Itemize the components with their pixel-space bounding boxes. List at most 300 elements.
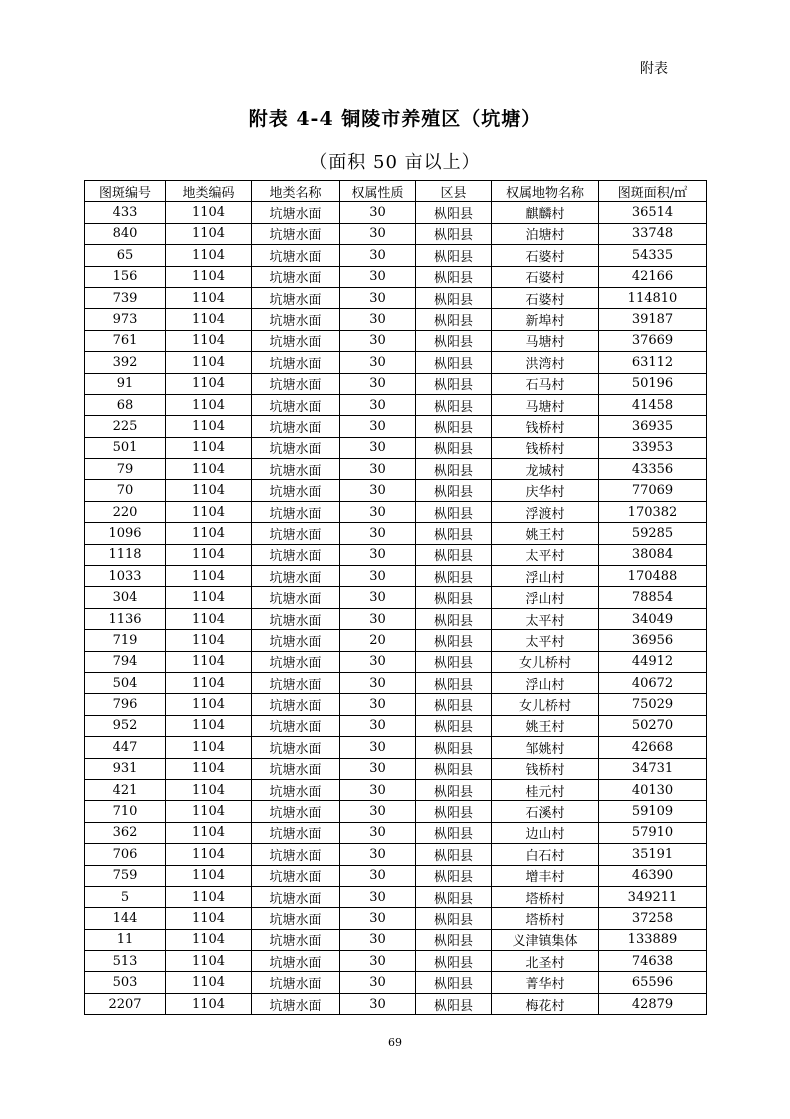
cell-land-name: 坑塘水面 <box>252 929 340 950</box>
appendix-label: 附表 <box>640 61 668 77</box>
table-row <box>85 993 707 1014</box>
cell-patch-id: 2207 <box>85 993 166 1014</box>
cell-ownership-type: 30 <box>340 416 416 437</box>
cell-patch-id: 1033 <box>85 566 166 587</box>
cell-land-name: 坑塘水面 <box>252 865 340 886</box>
cell-patch-id: 931 <box>85 758 166 779</box>
cell-ownership-type: 30 <box>340 993 416 1014</box>
cell-owner-name: 钱桥村 <box>492 437 599 458</box>
cell-patch-id: 1118 <box>85 544 166 565</box>
cell-land-name: 坑塘水面 <box>252 394 340 415</box>
cell-land-code: 1104 <box>166 779 252 800</box>
table-body <box>85 202 707 1015</box>
cell-land-code: 1104 <box>166 245 252 266</box>
table-row <box>85 459 707 480</box>
cell-land-code: 1104 <box>166 694 252 715</box>
cell-land-name: 坑塘水面 <box>252 480 340 501</box>
cell-ownership-type: 30 <box>340 245 416 266</box>
cell-county: 枞阳县 <box>416 544 492 565</box>
cell-land-name: 坑塘水面 <box>252 352 340 373</box>
cell-patch-id: 70 <box>85 480 166 501</box>
table-header-row <box>85 181 707 202</box>
cell-owner-name: 麒麟村 <box>492 202 599 223</box>
column-header-ownership-type: 权属性质 <box>340 181 416 202</box>
cell-ownership-type: 30 <box>340 459 416 480</box>
cell-county: 枞阳县 <box>416 245 492 266</box>
cell-ownership-type: 30 <box>340 715 416 736</box>
table-row <box>85 608 707 629</box>
cell-ownership-type: 30 <box>340 972 416 993</box>
cell-land-code: 1104 <box>166 544 252 565</box>
cell-ownership-type: 30 <box>340 737 416 758</box>
cell-land-name: 坑塘水面 <box>252 223 340 244</box>
cell-patch-area: 34049 <box>599 608 707 629</box>
cell-patch-area: 33748 <box>599 223 707 244</box>
cell-owner-name: 太平村 <box>492 630 599 651</box>
cell-ownership-type: 30 <box>340 587 416 608</box>
cell-patch-area: 50270 <box>599 715 707 736</box>
cell-patch-id: 11 <box>85 929 166 950</box>
cell-land-code: 1104 <box>166 630 252 651</box>
cell-land-code: 1104 <box>166 309 252 330</box>
cell-county: 枞阳县 <box>416 972 492 993</box>
cell-owner-name: 洪湾村 <box>492 352 599 373</box>
cell-ownership-type: 30 <box>340 886 416 907</box>
cell-owner-name: 菁华村 <box>492 972 599 993</box>
cell-land-code: 1104 <box>166 672 252 693</box>
cell-land-code: 1104 <box>166 330 252 351</box>
cell-owner-name: 太平村 <box>492 608 599 629</box>
column-header-patch-area: 图斑面积/㎡ <box>599 181 707 202</box>
table-row <box>85 844 707 865</box>
cell-land-code: 1104 <box>166 266 252 287</box>
cell-land-name: 坑塘水面 <box>252 416 340 437</box>
cell-ownership-type: 30 <box>340 202 416 223</box>
cell-county: 枞阳县 <box>416 715 492 736</box>
cell-owner-name: 新埠村 <box>492 309 599 330</box>
table-row <box>85 394 707 415</box>
cell-ownership-type: 30 <box>340 758 416 779</box>
cell-county: 枞阳县 <box>416 223 492 244</box>
cell-patch-area: 39187 <box>599 309 707 330</box>
cell-patch-id: 706 <box>85 844 166 865</box>
table-row <box>85 951 707 972</box>
cell-ownership-type: 30 <box>340 801 416 822</box>
cell-owner-name: 庆华村 <box>492 480 599 501</box>
cell-land-name: 坑塘水面 <box>252 737 340 758</box>
cell-patch-area: 57910 <box>599 822 707 843</box>
cell-ownership-type: 30 <box>340 844 416 865</box>
cell-land-code: 1104 <box>166 501 252 522</box>
cell-land-code: 1104 <box>166 287 252 308</box>
cell-patch-area: 133889 <box>599 929 707 950</box>
cell-land-name: 坑塘水面 <box>252 202 340 223</box>
cell-owner-name: 石婆村 <box>492 266 599 287</box>
table-row <box>85 266 707 287</box>
table-row <box>85 437 707 458</box>
cell-patch-area: 59285 <box>599 523 707 544</box>
table-row <box>85 822 707 843</box>
cell-land-code: 1104 <box>166 822 252 843</box>
cell-land-code: 1104 <box>166 758 252 779</box>
cell-land-code: 1104 <box>166 352 252 373</box>
table-row <box>85 202 707 223</box>
cell-patch-area: 75029 <box>599 694 707 715</box>
cell-owner-name: 白石村 <box>492 844 599 865</box>
cell-county: 枞阳县 <box>416 801 492 822</box>
cell-owner-name: 姚王村 <box>492 523 599 544</box>
cell-land-name: 坑塘水面 <box>252 459 340 480</box>
column-header-land-code: 地类编码 <box>166 181 252 202</box>
pond-area-table <box>84 180 707 1015</box>
cell-patch-id: 513 <box>85 951 166 972</box>
cell-patch-area: 34731 <box>599 758 707 779</box>
cell-owner-name: 增丰村 <box>492 865 599 886</box>
cell-owner-name: 塔桥村 <box>492 908 599 929</box>
cell-county: 枞阳县 <box>416 630 492 651</box>
cell-patch-area: 65596 <box>599 972 707 993</box>
cell-land-name: 坑塘水面 <box>252 779 340 800</box>
table-row <box>85 779 707 800</box>
cell-county: 枞阳县 <box>416 672 492 693</box>
cell-land-code: 1104 <box>166 908 252 929</box>
cell-county: 枞阳县 <box>416 758 492 779</box>
table-row <box>85 416 707 437</box>
cell-patch-id: 761 <box>85 330 166 351</box>
cell-patch-area: 170488 <box>599 566 707 587</box>
cell-patch-area: 38084 <box>599 544 707 565</box>
cell-land-code: 1104 <box>166 844 252 865</box>
cell-county: 枞阳县 <box>416 651 492 672</box>
cell-land-code: 1104 <box>166 737 252 758</box>
cell-owner-name: 女儿桥村 <box>492 694 599 715</box>
cell-ownership-type: 20 <box>340 630 416 651</box>
cell-patch-id: 65 <box>85 245 166 266</box>
cell-owner-name: 龙城村 <box>492 459 599 480</box>
cell-county: 枞阳县 <box>416 352 492 373</box>
cell-land-name: 坑塘水面 <box>252 523 340 544</box>
cell-ownership-type: 30 <box>340 694 416 715</box>
cell-land-name: 坑塘水面 <box>252 651 340 672</box>
cell-owner-name: 太平村 <box>492 544 599 565</box>
cell-county: 枞阳县 <box>416 287 492 308</box>
cell-land-code: 1104 <box>166 587 252 608</box>
cell-ownership-type: 30 <box>340 394 416 415</box>
cell-owner-name: 邹姚村 <box>492 737 599 758</box>
cell-ownership-type: 30 <box>340 266 416 287</box>
cell-land-name: 坑塘水面 <box>252 437 340 458</box>
cell-patch-area: 59109 <box>599 801 707 822</box>
cell-ownership-type: 30 <box>340 672 416 693</box>
cell-county: 枞阳县 <box>416 416 492 437</box>
table-row <box>85 737 707 758</box>
cell-county: 枞阳县 <box>416 929 492 950</box>
cell-land-code: 1104 <box>166 972 252 993</box>
cell-owner-name: 石婆村 <box>492 245 599 266</box>
cell-land-name: 坑塘水面 <box>252 801 340 822</box>
table-row <box>85 223 707 244</box>
cell-patch-id: 447 <box>85 737 166 758</box>
cell-patch-id: 840 <box>85 223 166 244</box>
cell-county: 枞阳县 <box>416 844 492 865</box>
cell-ownership-type: 30 <box>340 544 416 565</box>
cell-owner-name: 钱桥村 <box>492 758 599 779</box>
cell-owner-name: 浮山村 <box>492 566 599 587</box>
table-row <box>85 801 707 822</box>
column-header-county: 区县 <box>416 181 492 202</box>
cell-land-name: 坑塘水面 <box>252 544 340 565</box>
cell-ownership-type: 30 <box>340 929 416 950</box>
cell-county: 枞阳县 <box>416 993 492 1014</box>
cell-land-code: 1104 <box>166 437 252 458</box>
cell-patch-id: 503 <box>85 972 166 993</box>
cell-patch-id: 144 <box>85 908 166 929</box>
cell-owner-name: 塔桥村 <box>492 886 599 907</box>
cell-patch-area: 63112 <box>599 352 707 373</box>
document-title: 附表 4-4 铜陵市养殖区（坑塘） <box>248 108 542 130</box>
cell-land-name: 坑塘水面 <box>252 501 340 522</box>
cell-patch-area: 37669 <box>599 330 707 351</box>
cell-owner-name: 钱桥村 <box>492 416 599 437</box>
cell-land-code: 1104 <box>166 886 252 907</box>
table-row <box>85 287 707 308</box>
cell-land-code: 1104 <box>166 951 252 972</box>
cell-patch-area: 42668 <box>599 737 707 758</box>
cell-patch-area: 74638 <box>599 951 707 972</box>
table-row <box>85 523 707 544</box>
cell-patch-area: 114810 <box>599 287 707 308</box>
cell-owner-name: 北圣村 <box>492 951 599 972</box>
cell-patch-id: 710 <box>85 801 166 822</box>
cell-patch-area: 37258 <box>599 908 707 929</box>
cell-owner-name: 梅花村 <box>492 993 599 1014</box>
cell-county: 枞阳县 <box>416 202 492 223</box>
cell-patch-area: 170382 <box>599 501 707 522</box>
cell-land-code: 1104 <box>166 566 252 587</box>
cell-owner-name: 石溪村 <box>492 801 599 822</box>
cell-land-name: 坑塘水面 <box>252 330 340 351</box>
cell-patch-id: 739 <box>85 287 166 308</box>
cell-patch-id: 433 <box>85 202 166 223</box>
cell-land-code: 1104 <box>166 651 252 672</box>
cell-land-name: 坑塘水面 <box>252 715 340 736</box>
cell-county: 枞阳县 <box>416 908 492 929</box>
cell-county: 枞阳县 <box>416 566 492 587</box>
cell-land-code: 1104 <box>166 459 252 480</box>
cell-land-code: 1104 <box>166 801 252 822</box>
cell-ownership-type: 30 <box>340 223 416 244</box>
cell-patch-area: 36514 <box>599 202 707 223</box>
cell-land-code: 1104 <box>166 929 252 950</box>
cell-land-name: 坑塘水面 <box>252 630 340 651</box>
cell-patch-area: 42166 <box>599 266 707 287</box>
table-row <box>85 972 707 993</box>
cell-patch-area: 44912 <box>599 651 707 672</box>
cell-land-code: 1104 <box>166 865 252 886</box>
column-header-owner-name: 权属地物名称 <box>492 181 599 202</box>
cell-owner-name: 浮山村 <box>492 587 599 608</box>
cell-land-name: 坑塘水面 <box>252 993 340 1014</box>
cell-patch-id: 1096 <box>85 523 166 544</box>
cell-land-code: 1104 <box>166 993 252 1014</box>
cell-patch-area: 77069 <box>599 480 707 501</box>
cell-ownership-type: 30 <box>340 951 416 972</box>
cell-patch-id: 796 <box>85 694 166 715</box>
cell-county: 枞阳县 <box>416 737 492 758</box>
cell-land-name: 坑塘水面 <box>252 245 340 266</box>
cell-land-name: 坑塘水面 <box>252 908 340 929</box>
cell-owner-name: 马塘村 <box>492 394 599 415</box>
cell-patch-area: 46390 <box>599 865 707 886</box>
table-row <box>85 544 707 565</box>
table-row <box>85 309 707 330</box>
cell-ownership-type: 30 <box>340 908 416 929</box>
cell-patch-id: 91 <box>85 373 166 394</box>
cell-land-name: 坑塘水面 <box>252 672 340 693</box>
table-row <box>85 865 707 886</box>
cell-owner-name: 女儿桥村 <box>492 651 599 672</box>
cell-ownership-type: 30 <box>340 437 416 458</box>
cell-land-code: 1104 <box>166 223 252 244</box>
cell-ownership-type: 30 <box>340 822 416 843</box>
cell-owner-name: 浮山村 <box>492 672 599 693</box>
cell-land-name: 坑塘水面 <box>252 266 340 287</box>
cell-owner-name: 石婆村 <box>492 287 599 308</box>
cell-patch-area: 50196 <box>599 373 707 394</box>
cell-ownership-type: 30 <box>340 523 416 544</box>
cell-ownership-type: 30 <box>340 779 416 800</box>
table-row <box>85 587 707 608</box>
cell-land-name: 坑塘水面 <box>252 822 340 843</box>
cell-land-code: 1104 <box>166 373 252 394</box>
cell-ownership-type: 30 <box>340 287 416 308</box>
cell-owner-name: 马塘村 <box>492 330 599 351</box>
table-row <box>85 908 707 929</box>
cell-land-name: 坑塘水面 <box>252 886 340 907</box>
column-header-patch-id: 图斑编号 <box>85 181 166 202</box>
cell-owner-name: 石马村 <box>492 373 599 394</box>
cell-county: 枞阳县 <box>416 266 492 287</box>
table-row <box>85 886 707 907</box>
cell-patch-area: 43356 <box>599 459 707 480</box>
table-row <box>85 630 707 651</box>
table-row <box>85 330 707 351</box>
cell-county: 枞阳县 <box>416 608 492 629</box>
cell-ownership-type: 30 <box>340 608 416 629</box>
cell-patch-id: 79 <box>85 459 166 480</box>
cell-county: 枞阳县 <box>416 779 492 800</box>
cell-patch-area: 41458 <box>599 394 707 415</box>
cell-owner-name: 边山村 <box>492 822 599 843</box>
cell-land-name: 坑塘水面 <box>252 373 340 394</box>
table-row <box>85 694 707 715</box>
table-row <box>85 715 707 736</box>
cell-land-code: 1104 <box>166 523 252 544</box>
cell-patch-id: 504 <box>85 672 166 693</box>
cell-patch-id: 362 <box>85 822 166 843</box>
page-number: 69 <box>388 1036 402 1049</box>
table-row <box>85 373 707 394</box>
cell-land-name: 坑塘水面 <box>252 694 340 715</box>
cell-patch-id: 225 <box>85 416 166 437</box>
cell-county: 枞阳县 <box>416 951 492 972</box>
table-row <box>85 672 707 693</box>
column-header-land-name: 地类名称 <box>252 181 340 202</box>
cell-county: 枞阳县 <box>416 330 492 351</box>
cell-land-name: 坑塘水面 <box>252 608 340 629</box>
cell-patch-id: 794 <box>85 651 166 672</box>
cell-land-code: 1104 <box>166 608 252 629</box>
cell-land-name: 坑塘水面 <box>252 587 340 608</box>
cell-land-name: 坑塘水面 <box>252 758 340 779</box>
cell-ownership-type: 30 <box>340 651 416 672</box>
cell-patch-id: 501 <box>85 437 166 458</box>
cell-patch-id: 392 <box>85 352 166 373</box>
cell-patch-id: 973 <box>85 309 166 330</box>
cell-ownership-type: 30 <box>340 373 416 394</box>
cell-land-code: 1104 <box>166 202 252 223</box>
cell-patch-id: 5 <box>85 886 166 907</box>
cell-owner-name: 桂元村 <box>492 779 599 800</box>
cell-county: 枞阳县 <box>416 587 492 608</box>
cell-patch-area: 78854 <box>599 587 707 608</box>
cell-owner-name: 义津镇集体 <box>492 929 599 950</box>
table-row <box>85 929 707 950</box>
cell-land-name: 坑塘水面 <box>252 951 340 972</box>
cell-county: 枞阳县 <box>416 886 492 907</box>
cell-land-code: 1104 <box>166 715 252 736</box>
table-row <box>85 758 707 779</box>
table-row <box>85 352 707 373</box>
cell-patch-area: 36956 <box>599 630 707 651</box>
table-row <box>85 480 707 501</box>
cell-patch-id: 68 <box>85 394 166 415</box>
cell-patch-area: 54335 <box>599 245 707 266</box>
table-row <box>85 651 707 672</box>
cell-patch-area: 42879 <box>599 993 707 1014</box>
cell-ownership-type: 30 <box>340 566 416 587</box>
cell-land-name: 坑塘水面 <box>252 287 340 308</box>
table-row <box>85 566 707 587</box>
cell-ownership-type: 30 <box>340 352 416 373</box>
cell-county: 枞阳县 <box>416 394 492 415</box>
cell-patch-area: 349211 <box>599 886 707 907</box>
cell-land-code: 1104 <box>166 394 252 415</box>
cell-county: 枞阳县 <box>416 459 492 480</box>
table-row <box>85 501 707 522</box>
cell-ownership-type: 30 <box>340 330 416 351</box>
cell-ownership-type: 30 <box>340 501 416 522</box>
cell-county: 枞阳县 <box>416 694 492 715</box>
cell-patch-id: 156 <box>85 266 166 287</box>
cell-patch-area: 36935 <box>599 416 707 437</box>
cell-patch-id: 220 <box>85 501 166 522</box>
table-row <box>85 245 707 266</box>
cell-patch-area: 40672 <box>599 672 707 693</box>
cell-owner-name: 姚王村 <box>492 715 599 736</box>
cell-county: 枞阳县 <box>416 309 492 330</box>
cell-county: 枞阳县 <box>416 480 492 501</box>
cell-owner-name: 浮渡村 <box>492 501 599 522</box>
cell-county: 枞阳县 <box>416 501 492 522</box>
cell-county: 枞阳县 <box>416 822 492 843</box>
cell-county: 枞阳县 <box>416 373 492 394</box>
cell-land-code: 1104 <box>166 480 252 501</box>
cell-land-code: 1104 <box>166 416 252 437</box>
cell-ownership-type: 30 <box>340 865 416 886</box>
cell-patch-id: 759 <box>85 865 166 886</box>
cell-patch-id: 952 <box>85 715 166 736</box>
